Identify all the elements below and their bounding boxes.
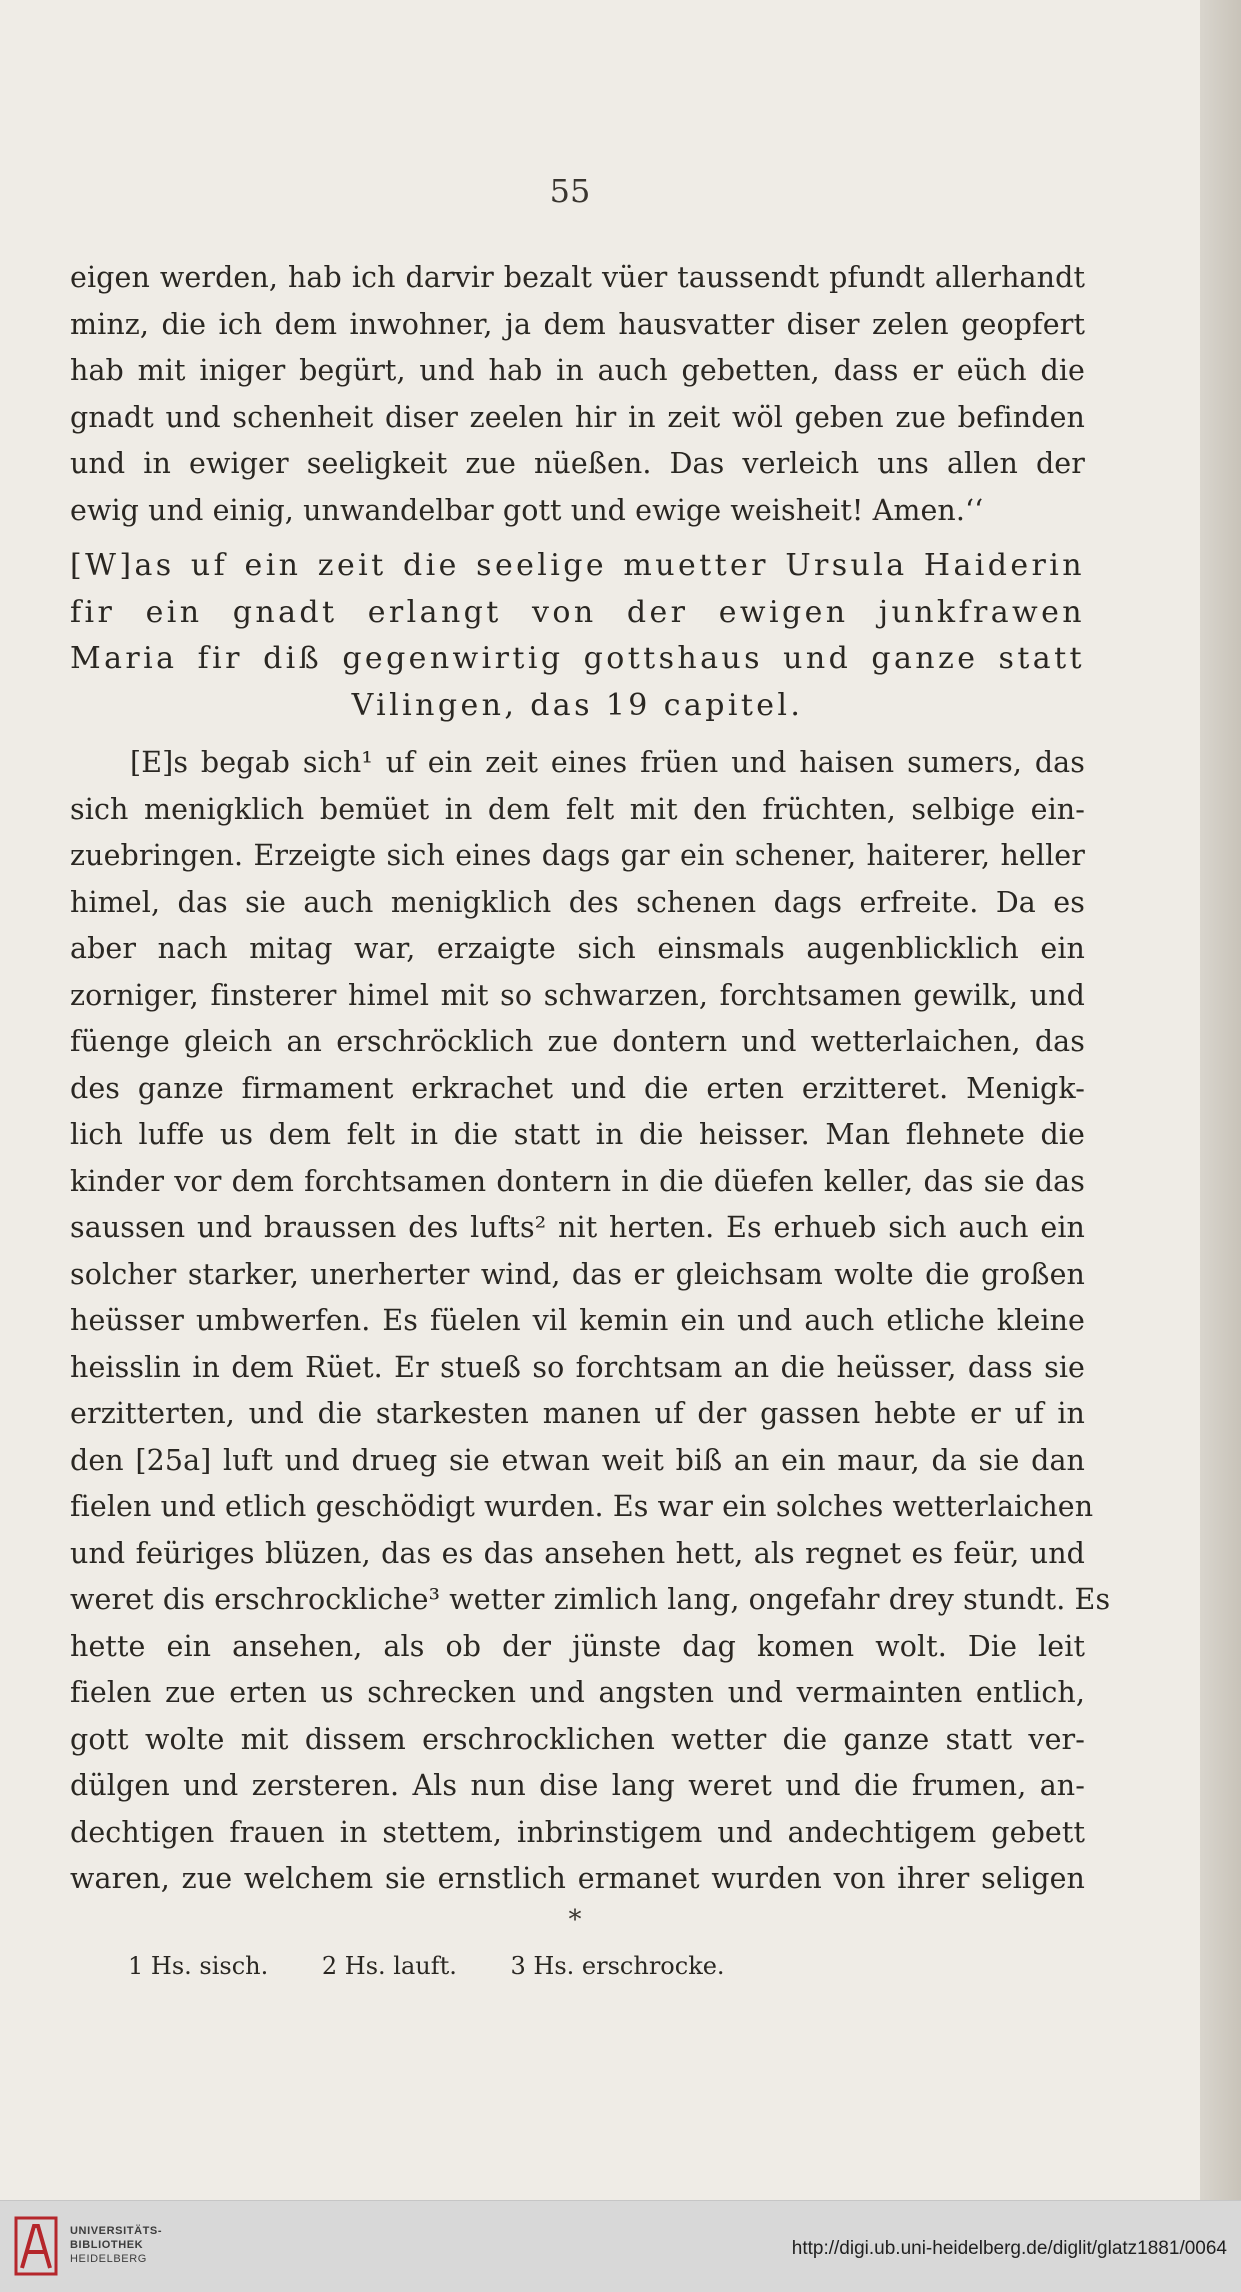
text-line: zorniger, finsterer himel mit so schwarzen, forchtsamen gewilk, und [70, 978, 1085, 1012]
heading-line: [W]as uf ein zeit die seelige muetter Ursula Haiderin [70, 548, 1085, 583]
footnote: 1 Hs. sisch. [128, 1952, 269, 1980]
footnote: 3 Hs. erschrocke. [510, 1952, 725, 1980]
text-line: des ganze firmament erkrachet und die erten erzitteret. Menigk- [70, 1071, 1085, 1105]
heading-line: Vilingen, das 19 capitel. [351, 687, 804, 723]
library-name [70, 2224, 270, 2266]
text-line: den [25a] luft und drueg sie etwan weit biß an ein maur, da sie dan [70, 1443, 1085, 1477]
text-line: fielen zue erten us schrecken und angsten und vermainten entlich, [70, 1676, 1085, 1709]
text-line: fielen und etlich geschödigt wurden. Es war ein solches wetterlaichen [70, 1490, 1094, 1523]
text-line: weret dis erschrockliche³ wetter zimlich lang, ongefahr drey stundt. Es [70, 1583, 1111, 1616]
source-url-link[interactable]: http://digi.ub.uni-heidelberg.de/diglit/glatz1881/0064 [791, 2238, 1227, 2259]
heading-line: Maria fir diß gegenwirtig gottshaus und ganze statt [70, 641, 1085, 676]
text-line: saussen und braussen des lufts² nit herten. Es erhueb sich auch ein [70, 1211, 1085, 1244]
library-name-line: BIBLIOTHEK [70, 2239, 144, 2251]
text-line: gott wolte mit dissem erschrocklichen wetter die ganze statt ver- [70, 1722, 1085, 1756]
text-line: waren, zue welchem sie ernstlich ermanet wurden von ihrer seligen [70, 1862, 1085, 1895]
text-line: solcher starker, unerherter wind, das er gleichsam wolte die großen [70, 1257, 1085, 1291]
text-line: kinder vor dem forchtsamen dontern in die düefen keller, das sie das [70, 1164, 1085, 1198]
text-line: hab mit iniger begürt, und hab in auch gebetten, dass er eüch die [70, 354, 1085, 387]
text-line: ewig und einig, unwandelbar gott und ewige weisheit! Amen.‘‘ [70, 493, 984, 527]
chapter-heading [70, 543, 1085, 729]
paragraph-continuation [70, 255, 1085, 534]
text-line: zuebringen. Erzeigte sich eines dags gar ein schener, haiterer, heller [70, 839, 1085, 872]
text-line: heüsser umbwerfen. Es füelen vil kemin ein und auch etliche kleine [70, 1304, 1085, 1337]
text-line: minz, die ich dem inwohner, ja dem hausvatter diser zelen geopfert [70, 307, 1085, 341]
text-line: dechtigen frauen in stettem, inbrinstigem und andechtigem gebett [70, 1815, 1085, 1849]
text-line: gnadt und schenheit diser zeelen hir in zeit wöl geben zue befinden [70, 400, 1085, 434]
text-line: lich luffe us dem felt in die statt in die heisser. Man flehnete die [70, 1118, 1085, 1151]
footnote: 2 Hs. lauft. [321, 1952, 457, 1980]
heading-line: fir ein gnadt erlangt von der ewigen junkfrawen [70, 594, 1085, 630]
text-line: heisslin in dem Rüet. Er stueß so forchtsam an die heüsser, dass sie [70, 1350, 1085, 1384]
footnotes [128, 1952, 928, 1980]
text-line: und feüriges blüzen, das es das ansehen hett, als regnet es feür, und [70, 1536, 1085, 1570]
page-number: 55 [549, 172, 591, 210]
text-line: füenge gleich an erschröcklich zue dontern und wetterlaichen, das [70, 1025, 1085, 1058]
text-line: dülgen und zersteren. Als nun dise lang weret und die frumen, an- [70, 1769, 1085, 1802]
library-logo-icon [14, 2216, 58, 2276]
signature-mark: * [568, 1905, 582, 1935]
text-line: hette ein ansehen, als ob der jünste dag komen wolt. Die leit [70, 1629, 1085, 1663]
scan-edge [1200, 0, 1241, 2200]
text-line: aber nach mitag war, erzaigte sich einsmals augenblicklich ein [70, 932, 1085, 965]
library-name-line: HEIDELBERG [70, 2253, 147, 2265]
text-line: und in ewiger seeligkeit zue nüeßen. Das verleich uns allen der [70, 447, 1085, 480]
text-line: erzitterten, und die starkesten manen uf der gassen hebte er uf in [70, 1397, 1085, 1430]
text-line: sich menigklich bemüet in dem felt mit den früchten, selbige ein- [70, 792, 1085, 826]
chapter-paragraph [70, 740, 1111, 1903]
library-name-line: UNIVERSITÄTS- [70, 2225, 163, 2237]
text-line: eigen werden, hab ich darvir bezalt vüer taussendt pfundt allerhandt [70, 261, 1085, 294]
text-line: himel, das sie auch menigklich des schenen dags erfreite. Da es [70, 885, 1085, 919]
text-line: [E]s begab sich¹ uf ein zeit eines früen und haisen sumers, das [130, 746, 1085, 779]
